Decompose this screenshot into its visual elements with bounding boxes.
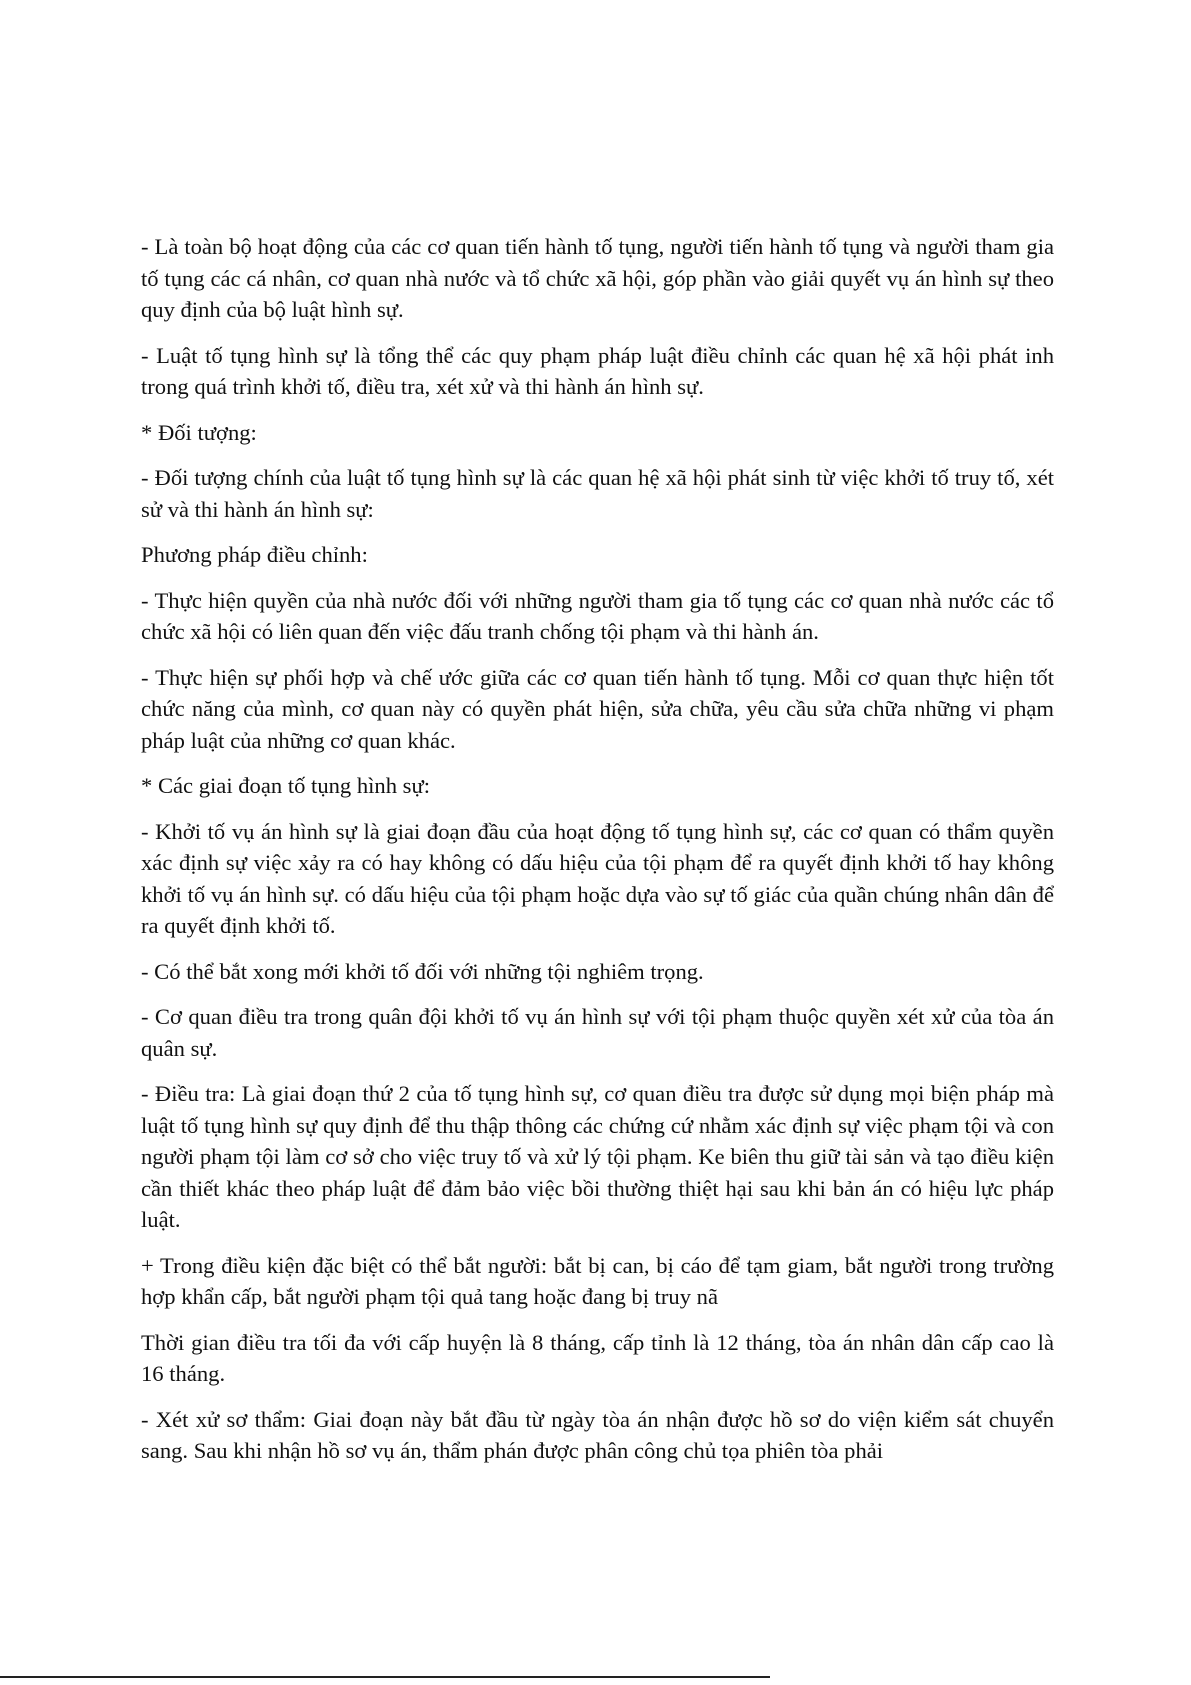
heading-subject: * Đối tượng: (141, 419, 257, 445)
paragraph-method-2: - Thực hiện sự phối hợp và chế ước giữa các cơ quan tiến hành tố tụng. Mỗi cơ quan thực hiện tốt chức năng của mình, cơ quan này có quyền phát hiện, sửa chữa, yêu cầu sửa chữa những vi phạm pháp luật của những cơ quan khác. (141, 664, 1054, 753)
paragraph-investigation: - Điều tra: Là giai đoạn thứ 2 của tố tụng hình sự, cơ quan điều tra được sử dụng mọi biện pháp mà luật tố tụng hình sự quy định để thu thập thông các chứng cứ nhằm xác định sự việc phạm tội và con người phạm tội làm cơ sở cho việc truy tố và xử lý tội phạm. Ke biên thu giữ tài sản và tạo điều kiện cần thiết khác theo pháp luật để đảm bảo việc bồi thường thiệt hại sau khi bản án có hiệu lực pháp luật. (141, 1081, 1054, 1232)
paragraph-special-arrest: + Trong điều kiện đặc biệt có thể bắt người: bắt bị can, bị cáo để tạm giam, bắt người trong trường hợp khẩn cấp, bắt người phạm tội quả tang hoặc đang bị truy nã (141, 1252, 1054, 1309)
heading-stages: * Các giai đoạn tố tụng hình sự: (141, 773, 430, 798)
paragraph-military-investigation: - Cơ quan điều tra trong quân đội khởi tố vụ án hình sự với tội phạm thuộc quyền xét xử của tòa án quân sự. (141, 1004, 1054, 1061)
paragraph-method-1: - Thực hiện quyền của nhà nước đối với những người tham gia tố tụng các cơ quan nhà nước các tổ chức xã hội có liên quan đến việc đấu tranh chống tội phạm và thi hành án. (141, 587, 1054, 644)
paragraph-investigation-time: Thời gian điều tra tối đa với cấp huyện là 8 tháng, cấp tỉnh là 12 tháng, tòa án nhân dân cấp cao là 16 tháng. (141, 1329, 1054, 1386)
paragraph-prosecution: - Khởi tố vụ án hình sự là giai đoạn đầu của hoạt động tố tụng hình sự, các cơ quan có thẩm quyền xác định sự việc xảy ra có hay không có dấu hiệu của tội phạm để ra quyết định khởi tố hay không khởi tố vụ án hình sự. có dấu hiệu của tội phạm hoặc dựa vào sự tố giác của quần chúng nhân dân để ra quyết định khởi tố. (141, 818, 1054, 938)
paragraph-law-definition: - Luật tố tụng hình sự là tổng thể các quy phạm pháp luật điều chỉnh các quan hệ xã hội phát inh trong quá trình khởi tố, điều tra, xét xử và thi hành án hình sự. (141, 342, 1054, 399)
footer-divider (0, 1676, 770, 1678)
paragraph-arrest-first: - Có thể bắt xong mới khởi tố đối với những tội nghiêm trọng. (141, 958, 704, 984)
paragraph-definition: - Là toàn bộ hoạt động của các cơ quan tiến hành tố tụng, người tiến hành tố tụng và người tham gia tố tụng các cá nhân, cơ quan nhà nước và tổ chức xã hội, góp phần vào giải quyết vụ án hình sự theo quy định của bộ luật hình sự. (141, 234, 1054, 322)
paragraph-subject: - Đối tượng chính của luật tố tụng hình sự là các quan hệ xã hội phát sinh từ việc khởi tố truy tố, xét sử và thi hành án hình sự: (141, 465, 1054, 522)
heading-method: Phương pháp điều chỉnh: (141, 542, 368, 567)
document-body (141, 231, 1054, 1481)
paragraph-first-instance-trial: - Xét xử sơ thẩm: Giai đoạn này bắt đầu từ ngày tòa án nhận được hồ sơ do viện kiểm sát chuyển sang. Sau khi nhận hồ sơ vụ án, thẩm phán được phân công chủ tọa phiên tòa phải (141, 1406, 1054, 1463)
